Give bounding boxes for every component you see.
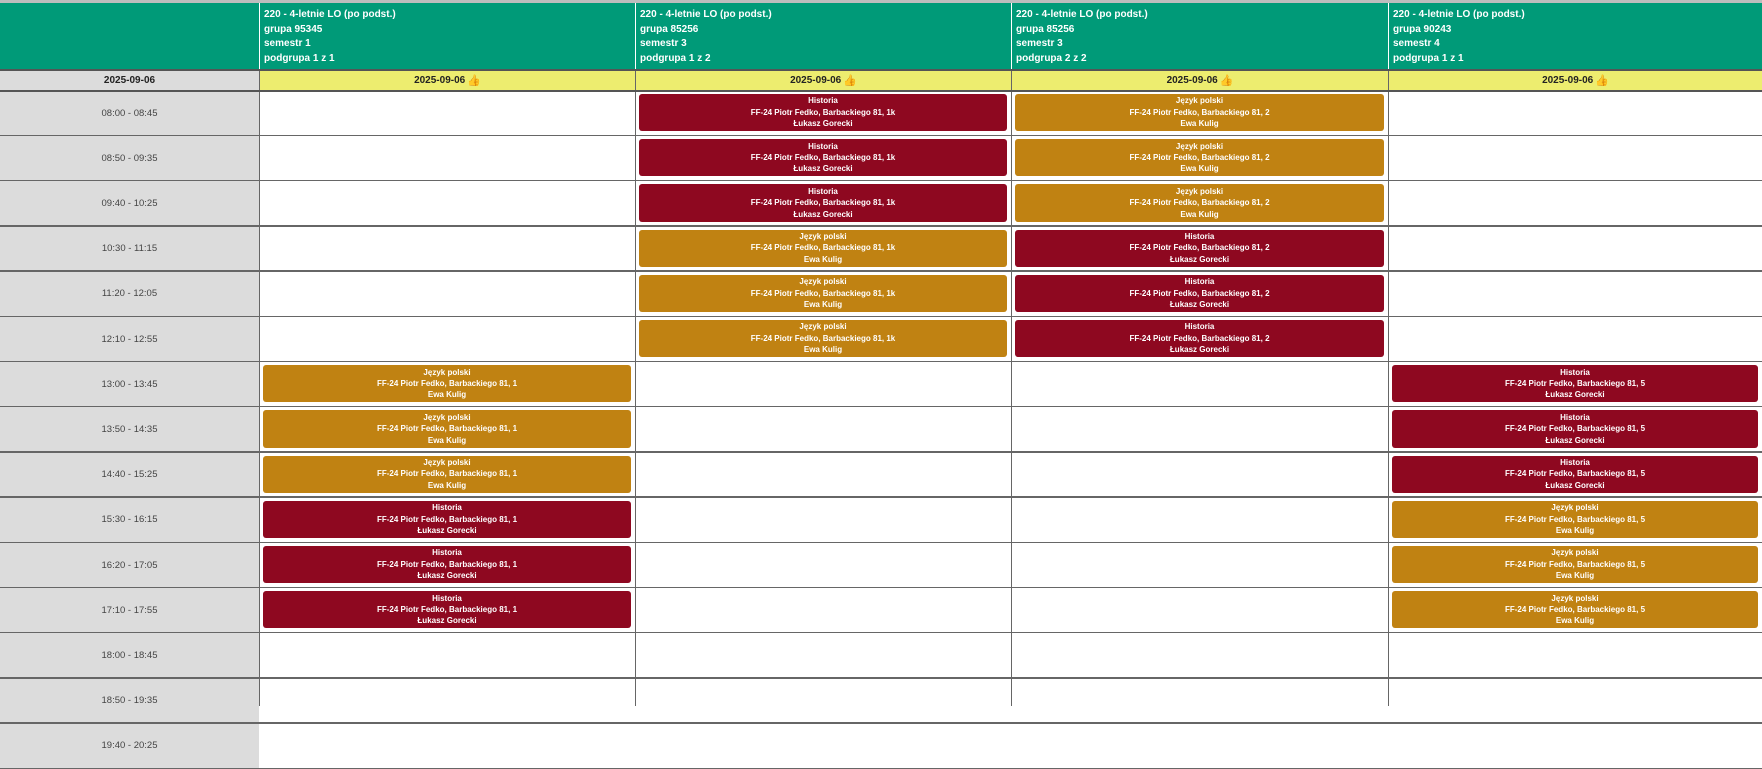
lesson-room: FF-24 Piotr Fedko, Barbackiego 81, 5 xyxy=(1392,559,1758,570)
header-divider xyxy=(259,3,260,69)
lesson-teacher: Ewa Kulig xyxy=(639,344,1007,355)
group-header-subgroup: podgrupa 1 z 2 xyxy=(640,52,1011,67)
group-header[interactable] xyxy=(1012,3,1388,69)
header-divider xyxy=(1011,3,1012,69)
lesson-teacher: Ewa Kulig xyxy=(1392,615,1758,626)
lesson-room: FF-24 Piotr Fedko, Barbackiego 81, 1k xyxy=(639,242,1007,253)
lesson-room: FF-24 Piotr Fedko, Barbackiego 81, 1k xyxy=(639,107,1007,118)
lesson-block[interactable] xyxy=(1015,94,1384,131)
time-slot: 08:50 - 09:35 xyxy=(0,136,259,180)
lesson-teacher: Ewa Kulig xyxy=(263,389,631,400)
group-header-group: grupa 90243 xyxy=(1393,23,1762,38)
lesson-teacher: Łukasz Gorecki xyxy=(639,163,1007,174)
group-header-group: grupa 85256 xyxy=(1016,23,1388,38)
lesson-subject: Historia xyxy=(1015,321,1384,332)
day-header[interactable] xyxy=(260,71,635,90)
lesson-subject: Historia xyxy=(1392,457,1758,468)
lesson-teacher: Łukasz Gorecki xyxy=(639,209,1007,220)
time-slot: 09:40 - 10:25 xyxy=(0,181,259,225)
lesson-teacher: Łukasz Gorecki xyxy=(1015,344,1384,355)
lesson-block[interactable] xyxy=(263,591,631,628)
lesson-room: FF-24 Piotr Fedko, Barbackiego 81, 1k xyxy=(639,152,1007,163)
lesson-room: FF-24 Piotr Fedko, Barbackiego 81, 2 xyxy=(1015,288,1384,299)
group-header-group: grupa 85256 xyxy=(640,23,1011,38)
row-divider xyxy=(0,361,1762,363)
time-slot: 15:30 - 16:15 xyxy=(0,498,259,542)
lesson-room: FF-24 Piotr Fedko, Barbackiego 81, 1 xyxy=(263,378,631,389)
day-date: 2025-09-06 xyxy=(1167,75,1218,86)
row-divider xyxy=(0,496,1762,498)
row-divider xyxy=(0,316,1762,318)
day-date: 2025-09-06 xyxy=(1542,75,1593,86)
time-slot: 16:20 - 17:05 xyxy=(0,543,259,587)
lesson-subject: Język polski xyxy=(1015,141,1384,152)
lesson-block[interactable] xyxy=(263,365,631,402)
lesson-teacher: Ewa Kulig xyxy=(263,480,631,491)
lesson-teacher: Łukasz Gorecki xyxy=(1015,254,1384,265)
lesson-teacher: Ewa Kulig xyxy=(639,254,1007,265)
group-header-subgroup: podgrupa 1 z 1 xyxy=(264,52,635,67)
time-slot: 08:00 - 08:45 xyxy=(0,91,259,135)
row-divider xyxy=(0,632,1762,634)
lesson-subject: Język polski xyxy=(1392,502,1758,513)
group-header-name: 220 - 4-letnie LO (po podst.) xyxy=(1016,8,1388,23)
lesson-subject: Historia xyxy=(1015,231,1384,242)
lesson-room: FF-24 Piotr Fedko, Barbackiego 81, 5 xyxy=(1392,468,1758,479)
lesson-room: FF-24 Piotr Fedko, Barbackiego 81, 1k xyxy=(639,288,1007,299)
lesson-teacher: Ewa Kulig xyxy=(1015,163,1384,174)
group-header-name: 220 - 4-letnie LO (po podst.) xyxy=(1393,8,1762,23)
group-header-group: grupa 95345 xyxy=(264,23,635,38)
time-slot: 18:50 - 19:35 xyxy=(0,679,259,723)
lesson-room: FF-24 Piotr Fedko, Barbackiego 81, 2 xyxy=(1015,107,1384,118)
lesson-block[interactable] xyxy=(263,410,631,447)
day-header[interactable] xyxy=(1389,71,1762,90)
lesson-teacher: Łukasz Gorecki xyxy=(1392,480,1758,491)
header-corner xyxy=(0,3,259,69)
lesson-subject: Historia xyxy=(263,547,631,558)
group-header-semester: semestr 1 xyxy=(264,37,635,52)
lesson-room: FF-24 Piotr Fedko, Barbackiego 81, 1k xyxy=(639,197,1007,208)
lesson-room: FF-24 Piotr Fedko, Barbackiego 81, 1 xyxy=(263,604,631,615)
row-divider xyxy=(0,180,1762,182)
lesson-teacher: Łukasz Gorecki xyxy=(263,615,631,626)
lesson-subject: Historia xyxy=(263,593,631,604)
time-slot: 13:50 - 14:35 xyxy=(0,407,259,451)
time-slot: 11:20 - 12:05 xyxy=(0,272,259,316)
thumbs-up-icon[interactable]: 👍 xyxy=(843,74,857,87)
group-header-name: 220 - 4-letnie LO (po podst.) xyxy=(640,8,1011,23)
row-divider xyxy=(0,270,1762,272)
day-header[interactable] xyxy=(636,71,1011,90)
lesson-block[interactable] xyxy=(1392,365,1758,402)
date-bottom-line xyxy=(0,90,1762,92)
lesson-teacher: Ewa Kulig xyxy=(1015,209,1384,220)
row-divider xyxy=(0,542,1762,544)
column-divider xyxy=(635,71,637,706)
lesson-block[interactable] xyxy=(263,456,631,493)
lesson-subject: Język polski xyxy=(1015,186,1384,197)
lesson-block[interactable] xyxy=(1015,230,1384,267)
lesson-teacher: Łukasz Gorecki xyxy=(1392,435,1758,446)
lesson-teacher: Łukasz Gorecki xyxy=(1015,299,1384,310)
lesson-room: FF-24 Piotr Fedko, Barbackiego 81, 1 xyxy=(263,559,631,570)
lesson-room: FF-24 Piotr Fedko, Barbackiego 81, 2 xyxy=(1015,197,1384,208)
header-divider xyxy=(635,3,636,69)
lesson-subject: Historia xyxy=(639,186,1007,197)
group-header-semester: semestr 3 xyxy=(1016,37,1388,52)
lesson-subject: Język polski xyxy=(1392,547,1758,558)
column-divider xyxy=(1011,71,1013,706)
lesson-subject: Historia xyxy=(263,502,631,513)
column-divider xyxy=(259,71,261,706)
row-divider xyxy=(0,406,1762,408)
lesson-subject: Język polski xyxy=(1015,95,1384,106)
lesson-block[interactable] xyxy=(1392,591,1758,628)
lesson-subject: Historia xyxy=(639,95,1007,106)
lesson-teacher: Ewa Kulig xyxy=(263,435,631,446)
lesson-subject: Historia xyxy=(1392,367,1758,378)
day-date: 2025-09-06 xyxy=(414,75,465,86)
lesson-block[interactable] xyxy=(1015,320,1384,357)
lesson-block[interactable] xyxy=(639,320,1007,357)
thumbs-up-icon[interactable]: 👍 xyxy=(1220,74,1234,87)
thumbs-up-icon[interactable]: 👍 xyxy=(467,74,481,87)
row-divider xyxy=(0,225,1762,227)
lesson-subject: Język polski xyxy=(639,231,1007,242)
lesson-room: FF-24 Piotr Fedko, Barbackiego 81, 5 xyxy=(1392,514,1758,525)
lesson-block[interactable] xyxy=(1392,456,1758,493)
time-slot: 13:00 - 13:45 xyxy=(0,362,259,406)
lesson-teacher: Łukasz Gorecki xyxy=(263,525,631,536)
lesson-subject: Język polski xyxy=(639,276,1007,287)
row-divider xyxy=(0,587,1762,589)
lesson-room: FF-24 Piotr Fedko, Barbackiego 81, 1 xyxy=(263,423,631,434)
lesson-block[interactable] xyxy=(1392,501,1758,538)
lesson-block[interactable] xyxy=(639,275,1007,312)
header-bottom-line xyxy=(0,69,1762,71)
lesson-teacher: Łukasz Gorecki xyxy=(1392,389,1758,400)
lesson-subject: Język polski xyxy=(263,367,631,378)
lesson-block[interactable] xyxy=(1015,275,1384,312)
lesson-block[interactable] xyxy=(1392,410,1758,447)
lesson-block[interactable] xyxy=(1015,184,1384,221)
time-slot: 17:10 - 17:55 xyxy=(0,588,259,632)
time-slot: 18:00 - 18:45 xyxy=(0,633,259,677)
group-header[interactable] xyxy=(260,3,635,69)
lesson-teacher: Ewa Kulig xyxy=(1392,570,1758,581)
lesson-room: FF-24 Piotr Fedko, Barbackiego 81, 1k xyxy=(639,333,1007,344)
lesson-block[interactable] xyxy=(1015,139,1384,176)
lesson-teacher: Łukasz Gorecki xyxy=(263,570,631,581)
lesson-room: FF-24 Piotr Fedko, Barbackiego 81, 5 xyxy=(1392,423,1758,434)
lesson-teacher: Ewa Kulig xyxy=(1015,118,1384,129)
group-header-subgroup: podgrupa 2 z 2 xyxy=(1016,52,1388,67)
group-header[interactable] xyxy=(1389,3,1762,69)
lesson-block[interactable] xyxy=(1392,546,1758,583)
lesson-room: FF-24 Piotr Fedko, Barbackiego 81, 5 xyxy=(1392,378,1758,389)
row-divider xyxy=(0,722,1762,724)
row-divider xyxy=(0,677,1762,679)
lesson-subject: Historia xyxy=(1392,412,1758,423)
corner-date: 2025-09-06 xyxy=(0,71,259,90)
lesson-block[interactable] xyxy=(263,546,631,583)
header-divider xyxy=(1388,3,1389,69)
lesson-room: FF-24 Piotr Fedko, Barbackiego 81, 1 xyxy=(263,514,631,525)
lesson-subject: Język polski xyxy=(263,457,631,468)
day-date: 2025-09-06 xyxy=(790,75,841,86)
lesson-subject: Historia xyxy=(639,141,1007,152)
lesson-subject: Język polski xyxy=(263,412,631,423)
row-divider xyxy=(0,451,1762,453)
lesson-block[interactable] xyxy=(639,230,1007,267)
lesson-block[interactable] xyxy=(639,184,1007,221)
day-header[interactable] xyxy=(1012,71,1388,90)
lesson-subject: Historia xyxy=(1015,276,1384,287)
lesson-teacher: Ewa Kulig xyxy=(639,299,1007,310)
column-divider xyxy=(1388,71,1390,706)
group-header-name: 220 - 4-letnie LO (po podst.) xyxy=(264,8,635,23)
lesson-room: FF-24 Piotr Fedko, Barbackiego 81, 2 xyxy=(1015,242,1384,253)
group-header[interactable] xyxy=(636,3,1011,69)
lesson-subject: Język polski xyxy=(639,321,1007,332)
lesson-room: FF-24 Piotr Fedko, Barbackiego 81, 2 xyxy=(1015,152,1384,163)
group-header-semester: semestr 3 xyxy=(640,37,1011,52)
lesson-block[interactable] xyxy=(639,139,1007,176)
lesson-block[interactable] xyxy=(263,501,631,538)
row-divider xyxy=(0,135,1762,137)
lesson-room: FF-24 Piotr Fedko, Barbackiego 81, 1 xyxy=(263,468,631,479)
lesson-teacher: Ewa Kulig xyxy=(1392,525,1758,536)
lesson-room: FF-24 Piotr Fedko, Barbackiego 81, 5 xyxy=(1392,604,1758,615)
thumbs-up-icon[interactable]: 👍 xyxy=(1595,74,1609,87)
time-slot: 19:40 - 20:25 xyxy=(0,724,259,768)
group-header-semester: semestr 4 xyxy=(1393,37,1762,52)
lesson-subject: Język polski xyxy=(1392,593,1758,604)
lesson-teacher: Łukasz Gorecki xyxy=(639,118,1007,129)
time-slot: 12:10 - 12:55 xyxy=(0,317,259,361)
group-header-subgroup: podgrupa 1 z 1 xyxy=(1393,52,1762,67)
lesson-room: FF-24 Piotr Fedko, Barbackiego 81, 2 xyxy=(1015,333,1384,344)
time-slot: 10:30 - 11:15 xyxy=(0,227,259,271)
lesson-block[interactable] xyxy=(639,94,1007,131)
time-slot: 14:40 - 15:25 xyxy=(0,453,259,497)
